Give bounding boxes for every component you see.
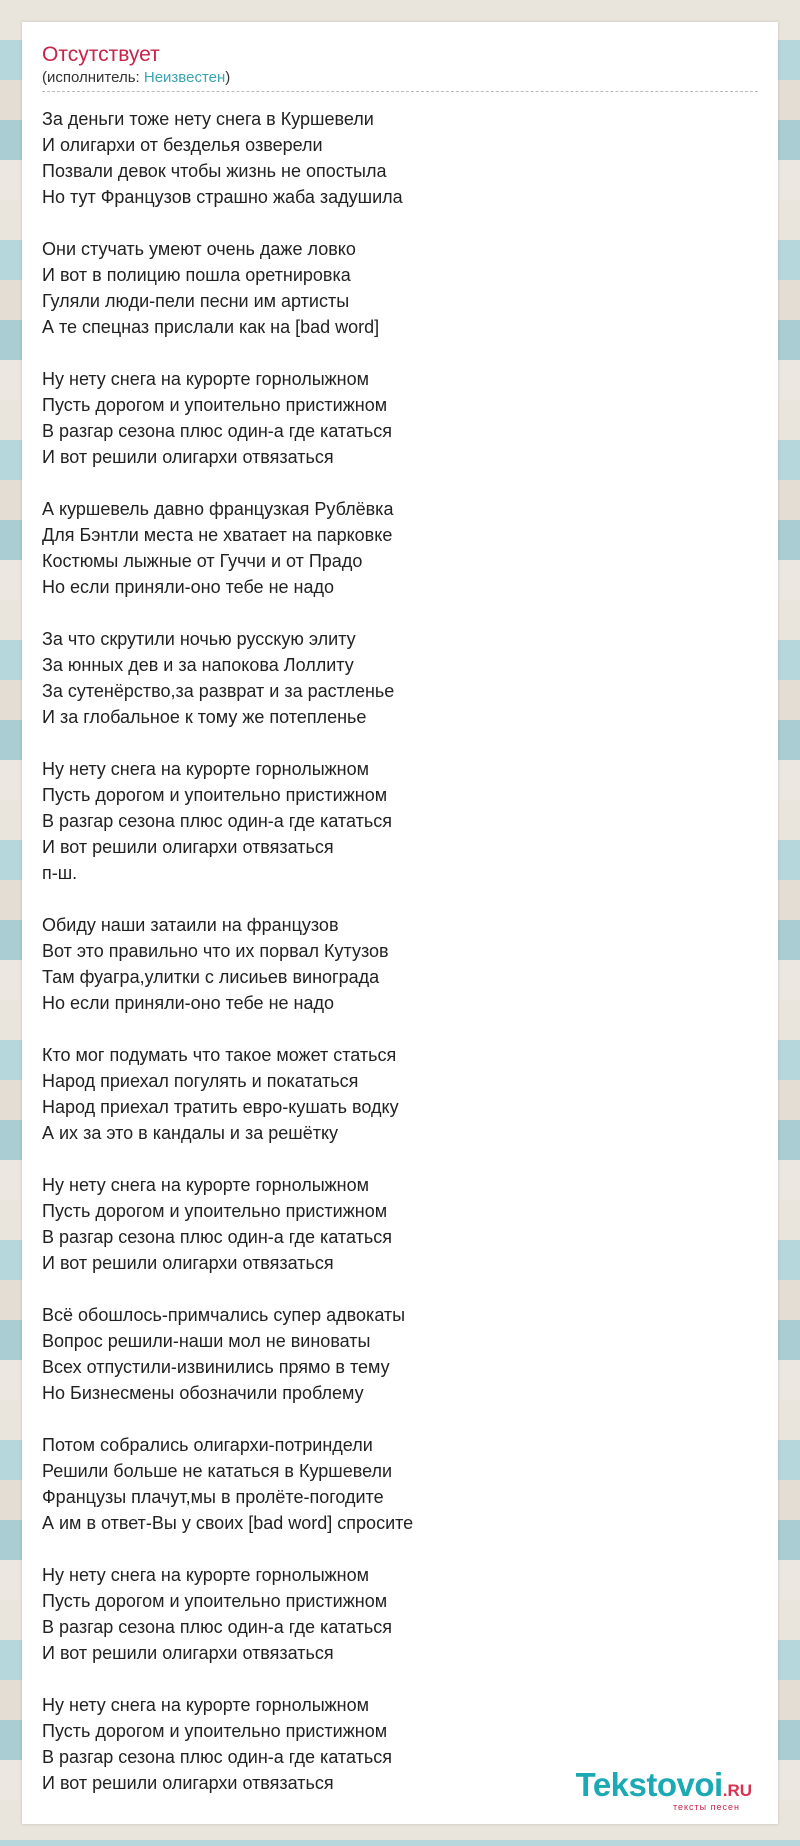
lyrics-line: Там фуагра,улитки с лисиьев винограда (42, 967, 380, 987)
song-title: Отсутствует (42, 43, 160, 66)
lyrics-line: Но тут Французов страшно жаба задушила (42, 187, 403, 207)
lyrics-line: В разгар сезона плюс один-а где кататься (42, 1227, 392, 1247)
lyrics-line: И олигархи от безделья озверели (42, 135, 323, 155)
lyrics-line: Обиду наши затаили на французов (42, 915, 339, 935)
lyrics-line: Вот это правильно что их порвал Кутузов (42, 941, 389, 961)
lyrics-line: За что скрутили ночью русскую элиту (42, 629, 356, 649)
lyrics-line: И вот решили олигархи отвязаться (42, 1253, 334, 1273)
lyrics-line: И вот решили олигархи отвязаться (42, 1643, 334, 1663)
lyrics-stanza (42, 1432, 758, 1536)
lyrics-stanza (42, 366, 758, 470)
lyrics-line: За юнных дев и за напокова Лоллиту (42, 655, 354, 675)
lyrics-line: Пусть дорогом и упоительно пристижном (42, 785, 388, 805)
lyrics-line: И за глобальное к тому же потепленье (42, 707, 367, 727)
lyrics-line: Пусть дорогом и упоительно пристижном (42, 1591, 388, 1611)
lyrics-line: Пусть дорогом и упоительно пристижном (42, 395, 388, 415)
lyrics-line: И вот решили олигархи отвязаться (42, 837, 334, 857)
lyrics-line: Гуляли люди-пели песни им артисты (42, 291, 350, 311)
lyrics-line: За деньги тоже нету снега в Куршевели (42, 109, 374, 129)
lyrics-line: Ну нету снега на курорте горнолыжном (42, 1695, 370, 1715)
lyrics-line: Для Бэнтли места не хватает на парковке (42, 525, 393, 545)
lyrics-stanza (42, 1562, 758, 1666)
artist-prefix: (исполнитель: (42, 69, 144, 86)
lyrics-line: А те спецназ прислали как на [bad word] (42, 317, 380, 337)
lyrics-line: Всё обошлось-примчались супер адвокаты (42, 1305, 406, 1325)
lyrics-line: Народ приехал тратить евро-кушать водку (42, 1097, 399, 1117)
lyrics-stanza (42, 1302, 758, 1406)
content-card (22, 22, 778, 1824)
lyrics-line: Решили больше не кататься в Куршевели (42, 1461, 393, 1481)
lyrics-line: Но если приняли-оно тебе не надо (42, 577, 334, 597)
lyrics-line: И вот в полицию пошла оретнировка (42, 265, 351, 285)
lyrics-stanza (42, 626, 758, 730)
lyrics-line: Ну нету снега на курорте горнолыжном (42, 759, 370, 779)
lyrics-line: А им в ответ-Вы у своих [bad word] спросите (42, 1513, 414, 1533)
lyrics-line: В разгар сезона плюс один-а где кататься (42, 1747, 392, 1767)
lyrics-line: Народ приехал погулять и покататься (42, 1071, 359, 1091)
lyrics-line: Они стучать умеют очень даже ловко (42, 239, 356, 259)
lyrics-line: Ну нету снега на курорте горнолыжном (42, 369, 370, 389)
lyrics-line: Ну нету снега на курорте горнолыжном (42, 1175, 370, 1195)
lyrics-line: В разгар сезона плюс один-а где кататься (42, 1617, 392, 1637)
lyrics-line: Позвали девок чтобы жизнь не опостыла (42, 161, 387, 181)
artist-suffix: ) (225, 69, 231, 86)
lyrics-line: А куршевель давно французкая Рублёвка (42, 499, 394, 519)
lyrics-line: п-ш. (42, 863, 78, 883)
lyrics-stanza (42, 496, 758, 600)
artist-link[interactable]: Неизвестен (143, 69, 226, 86)
artist-line (42, 68, 758, 92)
lyrics-line: А их за это в кандалы и за решётку (42, 1123, 339, 1143)
lyrics-line: Вопрос решили-наши мол не виноваты (42, 1331, 371, 1351)
site-logo[interactable] (542, 1768, 752, 1818)
lyrics-line: За сутенёрство,за разврат и за растленье (42, 681, 395, 701)
lyrics-line: Пусть дорогом и упоительно пристижном (42, 1201, 388, 1221)
lyrics-stanza (42, 1172, 758, 1276)
logo-domain: .RU (722, 1781, 752, 1800)
lyrics-stanza (42, 912, 758, 1016)
song-header (42, 42, 758, 92)
lyrics-line: И вот решили олигархи отвязаться (42, 1773, 334, 1793)
logo-text: Tekstovoi (575, 1766, 723, 1803)
lyrics-line: Ну нету снега на курорте горнолыжном (42, 1565, 370, 1585)
lyrics-stanza (42, 1042, 758, 1146)
lyrics-line: Кто мог подумать что такое может статься (42, 1045, 397, 1065)
lyrics-line: Французы плачут,мы в пролёте-погодите (42, 1487, 384, 1507)
lyrics-stanza (42, 236, 758, 340)
lyrics-stanza (42, 756, 758, 886)
lyrics-line: Потом собрались олигархи-потриндели (42, 1435, 373, 1455)
lyrics-line: Пусть дорогом и упоительно пристижном (42, 1721, 388, 1741)
logo-tagline: тексты песен (672, 1802, 740, 1812)
lyrics-line: Но Бизнесмены обозначили проблему (42, 1383, 364, 1403)
lyrics-body (42, 106, 758, 1822)
lyrics-line: Костюмы лыжные от Гуччи и от Прадо (42, 551, 363, 571)
lyrics-line: Всех отпустили-извинились прямо в тему (42, 1357, 390, 1377)
lyrics-line: Но если приняли-оно тебе не надо (42, 993, 334, 1013)
lyrics-line: И вот решили олигархи отвязаться (42, 447, 334, 467)
lyrics-stanza (42, 106, 758, 210)
lyrics-line: В разгар сезона плюс один-а где кататься (42, 421, 392, 441)
lyrics-line: В разгар сезона плюс один-а где кататься (42, 811, 392, 831)
